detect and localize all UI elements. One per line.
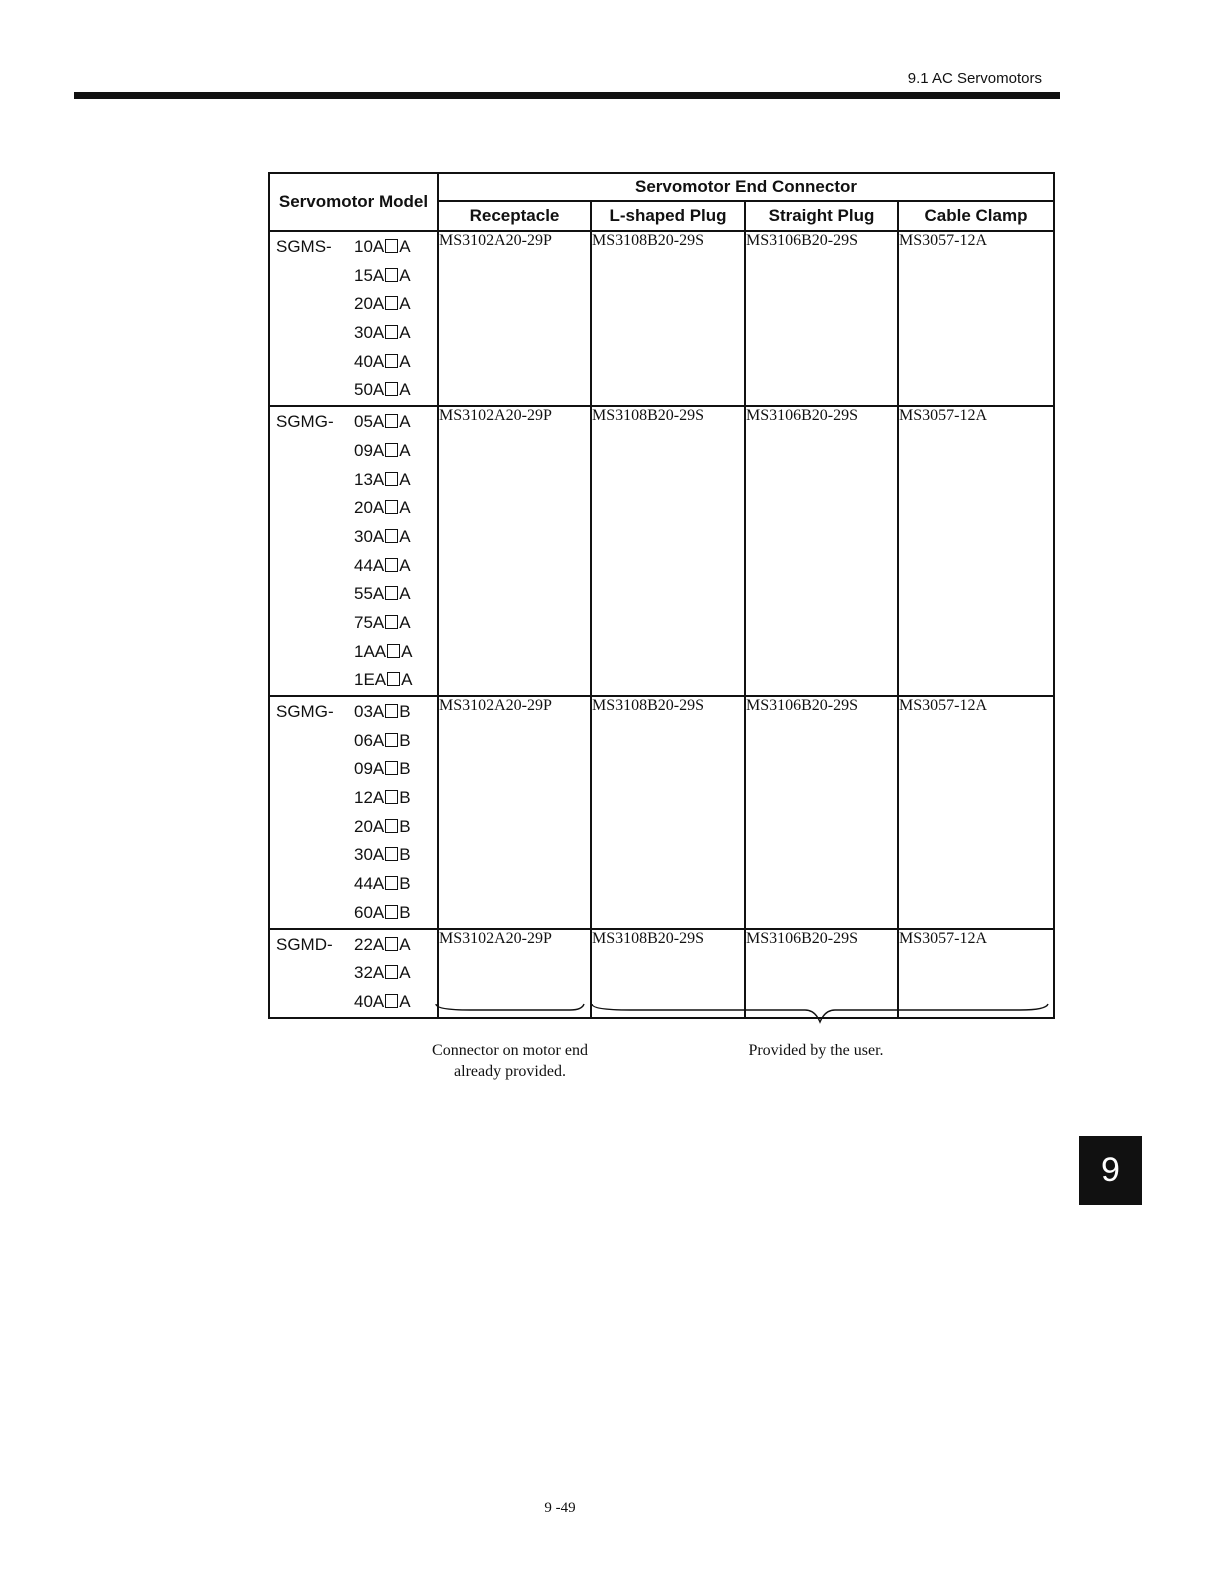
placeholder-box-icon: [385, 876, 398, 890]
model-variant: 12A B: [354, 788, 411, 808]
placeholder-box-icon: [387, 672, 400, 686]
model-cell: [269, 696, 438, 929]
placeholder-box-icon: [385, 790, 398, 804]
model-variant: 44A A: [354, 555, 411, 575]
brace-left: [436, 1004, 584, 1010]
model-variant: 50A A: [354, 380, 411, 400]
placeholder-box-icon: [385, 325, 398, 339]
placeholder-box-icon: [385, 704, 398, 718]
placeholder-box-icon: [385, 382, 398, 396]
series-name: SGMG-: [276, 702, 334, 721]
model-variant: 40A A: [354, 351, 411, 371]
section-title: 9.1 AC Servomotors: [907, 70, 1042, 87]
model-variant: 30A A: [354, 323, 411, 343]
placeholder-box-icon: [385, 443, 398, 457]
placeholder-box-icon: [385, 414, 398, 428]
model-variant: 55A A: [354, 584, 411, 604]
model-header: Servomotor Model: [269, 173, 438, 231]
placeholder-box-icon: [385, 615, 398, 629]
placeholder-box-icon: [385, 937, 398, 951]
model-cell: [269, 231, 438, 406]
l-plug-cell: MS3108B20-29S: [591, 929, 745, 1018]
cable-clamp-cell: MS3057-12A: [898, 696, 1054, 929]
model-variant: 03A B: [354, 702, 411, 721]
receptacle-cell: MS3102A20-29P: [438, 929, 591, 1018]
model-variant: 40A A: [354, 991, 411, 1011]
model-variant: 32A A: [354, 963, 411, 983]
model-variant: 10A A: [354, 237, 411, 256]
placeholder-box-icon: [385, 761, 398, 775]
placeholder-box-icon: [385, 296, 398, 310]
model-variant: 30A B: [354, 845, 411, 865]
model-cell: [269, 929, 438, 1018]
receptacle-cell: MS3102A20-29P: [438, 696, 591, 929]
placeholder-box-icon: [385, 472, 398, 486]
model-variant: 20A A: [354, 498, 411, 518]
model-cell: [269, 406, 438, 696]
straight-plug-cell: MS3106B20-29S: [745, 696, 898, 929]
cable-clamp-cell: MS3057-12A: [898, 929, 1054, 1018]
series-name: SGMG-: [276, 412, 334, 432]
model-group-row: [269, 696, 1054, 929]
model-variant: 60A B: [354, 902, 411, 922]
page-number: 9 -49: [544, 1500, 576, 1516]
placeholder-box-icon: [385, 354, 398, 368]
model-variant: 13A A: [354, 469, 411, 489]
placeholder-box-icon: [385, 500, 398, 514]
placeholder-box-icon: [385, 239, 398, 253]
series-name: SGMS-: [276, 237, 332, 256]
connector-braces: [430, 1000, 1055, 1030]
model-variant: 20A A: [354, 294, 411, 314]
cable-clamp-cell: MS3057-12A: [898, 406, 1054, 696]
placeholder-box-icon: [385, 268, 398, 282]
chapter-tab: 9: [1079, 1136, 1142, 1205]
model-variant: 09A B: [354, 759, 411, 779]
col-receptacle: Receptacle: [438, 201, 591, 231]
brace-right: [592, 1004, 1048, 1022]
l-plug-cell: MS3108B20-29S: [591, 406, 745, 696]
note-provided-by-user: Provided by the user.: [748, 1042, 884, 1059]
model-group-row: [269, 231, 1054, 406]
model-variant: 22A A: [354, 934, 411, 954]
receptacle-cell: MS3102A20-29P: [438, 231, 591, 406]
header-rule: [74, 92, 1060, 99]
connector-table: [268, 172, 1055, 1019]
placeholder-box-icon: [385, 994, 398, 1008]
col-straight-plug: Straight Plug: [745, 201, 898, 231]
col-l-shaped-plug: L-shaped Plug: [591, 201, 745, 231]
placeholder-box-icon: [385, 847, 398, 861]
placeholder-box-icon: [385, 586, 398, 600]
connector-header: Servomotor End Connector: [438, 173, 1054, 201]
model-variant: 30A A: [354, 526, 411, 546]
placeholder-box-icon: [387, 644, 400, 658]
straight-plug-cell: MS3106B20-29S: [745, 929, 898, 1018]
model-variant: 44A B: [354, 874, 411, 894]
model-group-row: [269, 406, 1054, 696]
cable-clamp-cell: MS3057-12A: [898, 231, 1054, 406]
straight-plug-cell: MS3106B20-29S: [745, 231, 898, 406]
model-variant: 05A A: [354, 412, 411, 432]
series-name: SGMD-: [276, 934, 333, 954]
placeholder-box-icon: [385, 965, 398, 979]
model-variant: 09A A: [354, 440, 411, 460]
col-cable-clamp: Cable Clamp: [898, 201, 1054, 231]
model-variant: 75A A: [354, 612, 411, 632]
placeholder-box-icon: [385, 733, 398, 747]
model-variant: 1AA A: [354, 641, 413, 661]
model-variant: 15A A: [354, 265, 411, 285]
placeholder-box-icon: [385, 905, 398, 919]
placeholder-box-icon: [385, 529, 398, 543]
placeholder-box-icon: [385, 558, 398, 572]
note-motor-end-provided: Connector on motor end already provided.: [432, 1042, 588, 1080]
placeholder-box-icon: [385, 819, 398, 833]
model-variant: 1EA A: [354, 670, 413, 690]
model-variant: 06A B: [354, 730, 411, 750]
receptacle-cell: MS3102A20-29P: [438, 406, 591, 696]
l-plug-cell: MS3108B20-29S: [591, 696, 745, 929]
model-variant: 20A B: [354, 816, 411, 836]
straight-plug-cell: MS3106B20-29S: [745, 406, 898, 696]
l-plug-cell: MS3108B20-29S: [591, 231, 745, 406]
